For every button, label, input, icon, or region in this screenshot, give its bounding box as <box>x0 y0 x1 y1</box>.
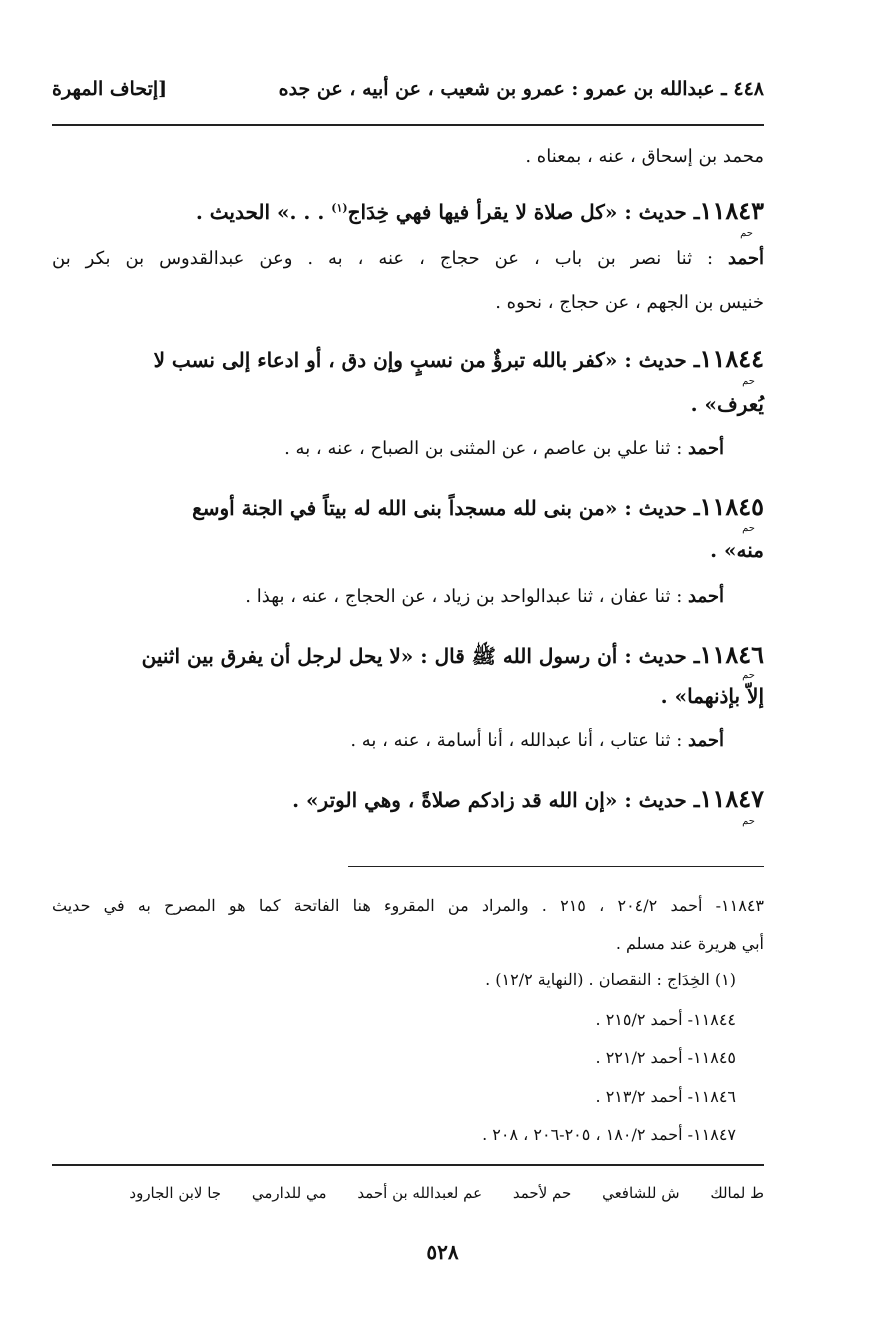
running-title: ٤٤٨ ـ عبدالله بن عمرو : عمرو بن شعيب ، عن أبيه ، عن جده <box>278 78 764 100</box>
source-name: أحمد <box>688 438 724 459</box>
isnad-text: : ثنا عتاب ، أنا عبدالله ، أنا أسامة ، عنه ، به . <box>350 730 689 751</box>
book-title: [إتحاف المهرة <box>52 78 168 100</box>
footnote-line: ١١٨٤٧- أحمد ١٨٠/٢ ، ٢٠٥-٢٠٦ ، ٢٠٨ . <box>482 1125 736 1144</box>
hadith-text-cont: منه» . <box>710 538 764 562</box>
entry-label: ـ حديث : <box>624 644 700 668</box>
legend-item: حم لأحمد <box>512 1184 572 1202</box>
hadith-entry-11846 <box>52 640 764 673</box>
hadith-text-end: . . .» الحديث . <box>195 200 332 224</box>
footnote-line: ١١٨٤٥- أحمد ٢٢١/٢ . <box>595 1048 736 1067</box>
entry-number: ١١٨٤٦ <box>699 640 764 669</box>
page-number: ٥٢٨ <box>426 1240 459 1264</box>
isnad-text: : ثنا علي بن عاصم ، عن المثنى بن الصباح ، عنه ، به . <box>284 438 689 459</box>
hadith-text-cont: يُعرف» . <box>690 392 764 416</box>
hadith-text: «كل صلاة لا يقرأ فيها فهي خِدَاج <box>347 200 618 224</box>
footnote-line: ١١٨٤٣- أحمد ٢٠٤/٢ ، ٢١٥ . والمراد من المقروء هنا الفاتحة كما هو المصرح به في حديث <box>52 896 765 915</box>
entry-label: ـ حديث : <box>624 496 700 520</box>
legend-rule <box>52 1164 764 1166</box>
source-symbol: حم <box>740 228 753 239</box>
hadith-entry-11845 <box>52 492 764 521</box>
entry-label: ـ حديث : <box>624 200 700 224</box>
isnad-line <box>52 248 764 269</box>
isnad-line <box>52 730 764 751</box>
sigla-legend <box>52 1184 764 1202</box>
isnad-text: : ثنا نصر بن باب ، عن حجاج ، عنه ، به . وعن عبدالقدوس بن بكر بن <box>52 248 729 269</box>
hadith-text: «من بنى لله مسجداً بنى الله له بيتاً في الجنة أوسع <box>192 496 618 520</box>
hadith-text: أن رسول الله ﷺ قال : «لا يحل لرجل أن يفرق بين اثنين <box>141 644 618 668</box>
hadith-entry-11844 <box>52 344 764 373</box>
entry-label: ـ حديث : <box>624 348 700 372</box>
legend-item: مي للدارمي <box>251 1184 327 1202</box>
legend-item: جا لابن الجارود <box>129 1184 222 1202</box>
footnote-line: (١) الخِدَاج : النقصان . (النهاية ١٢/٢) . <box>485 970 736 989</box>
source-symbol: حم <box>742 376 755 387</box>
footnote-rule <box>348 866 764 867</box>
source-symbol: حم <box>742 670 755 681</box>
source-name: أحمد <box>688 730 724 751</box>
isnad-line <box>52 586 764 607</box>
footnote-ref: (١) <box>331 201 348 215</box>
hadith-text-cont: إلاّ بإذنهما» . <box>660 684 764 708</box>
entry-number: ١١٨٤٥ <box>699 492 764 521</box>
source-name: أحمد <box>688 586 724 607</box>
legend-item: عم لعبدالله بن أحمد <box>357 1184 483 1202</box>
source-symbol: حم <box>742 523 755 534</box>
legend-item: ش للشافعي <box>602 1184 680 1202</box>
isnad-text: : ثنا عفان ، ثنا عبدالواحد بن زياد ، عن الحجاج ، عنه ، بهذا . <box>245 586 689 607</box>
isnad-line: خنيس بن الجهم ، عن حجاج ، نحوه . <box>495 292 764 313</box>
entry-number: ١١٨٤٤ <box>699 344 764 373</box>
source-symbol: حم <box>742 816 755 827</box>
footnote-line: ١١٨٤٤- أحمد ٢١٥/٢ . <box>595 1010 736 1029</box>
header-rule <box>52 124 764 126</box>
source-name: أحمد <box>728 248 764 269</box>
continuation-line: محمد بن إسحاق ، عنه ، بمعناه . <box>525 146 764 167</box>
hadith-entry-11843 <box>52 196 764 225</box>
entry-number: ١١٨٤٧ <box>699 784 764 813</box>
legend-item: ط لمالك <box>710 1184 764 1202</box>
hadith-text: «كفر بالله تبرؤٌ من نسبٍ وإن دق ، أو ادعاء إلى نسب لا <box>153 348 618 372</box>
footnote-line: أبي هريرة عند مسلم . <box>615 934 764 953</box>
footnote-line: ١١٨٤٦- أحمد ٢١٣/٢ . <box>595 1087 736 1106</box>
isnad-line <box>52 438 764 459</box>
page-header <box>52 78 764 112</box>
entry-label: ـ حديث : <box>624 788 700 812</box>
entry-number: ١١٨٤٣ <box>699 196 764 225</box>
hadith-text: «إن الله قد زادكم صلاةً ، وهي الوتر» . <box>292 788 618 812</box>
hadith-entry-11847 <box>52 784 764 813</box>
